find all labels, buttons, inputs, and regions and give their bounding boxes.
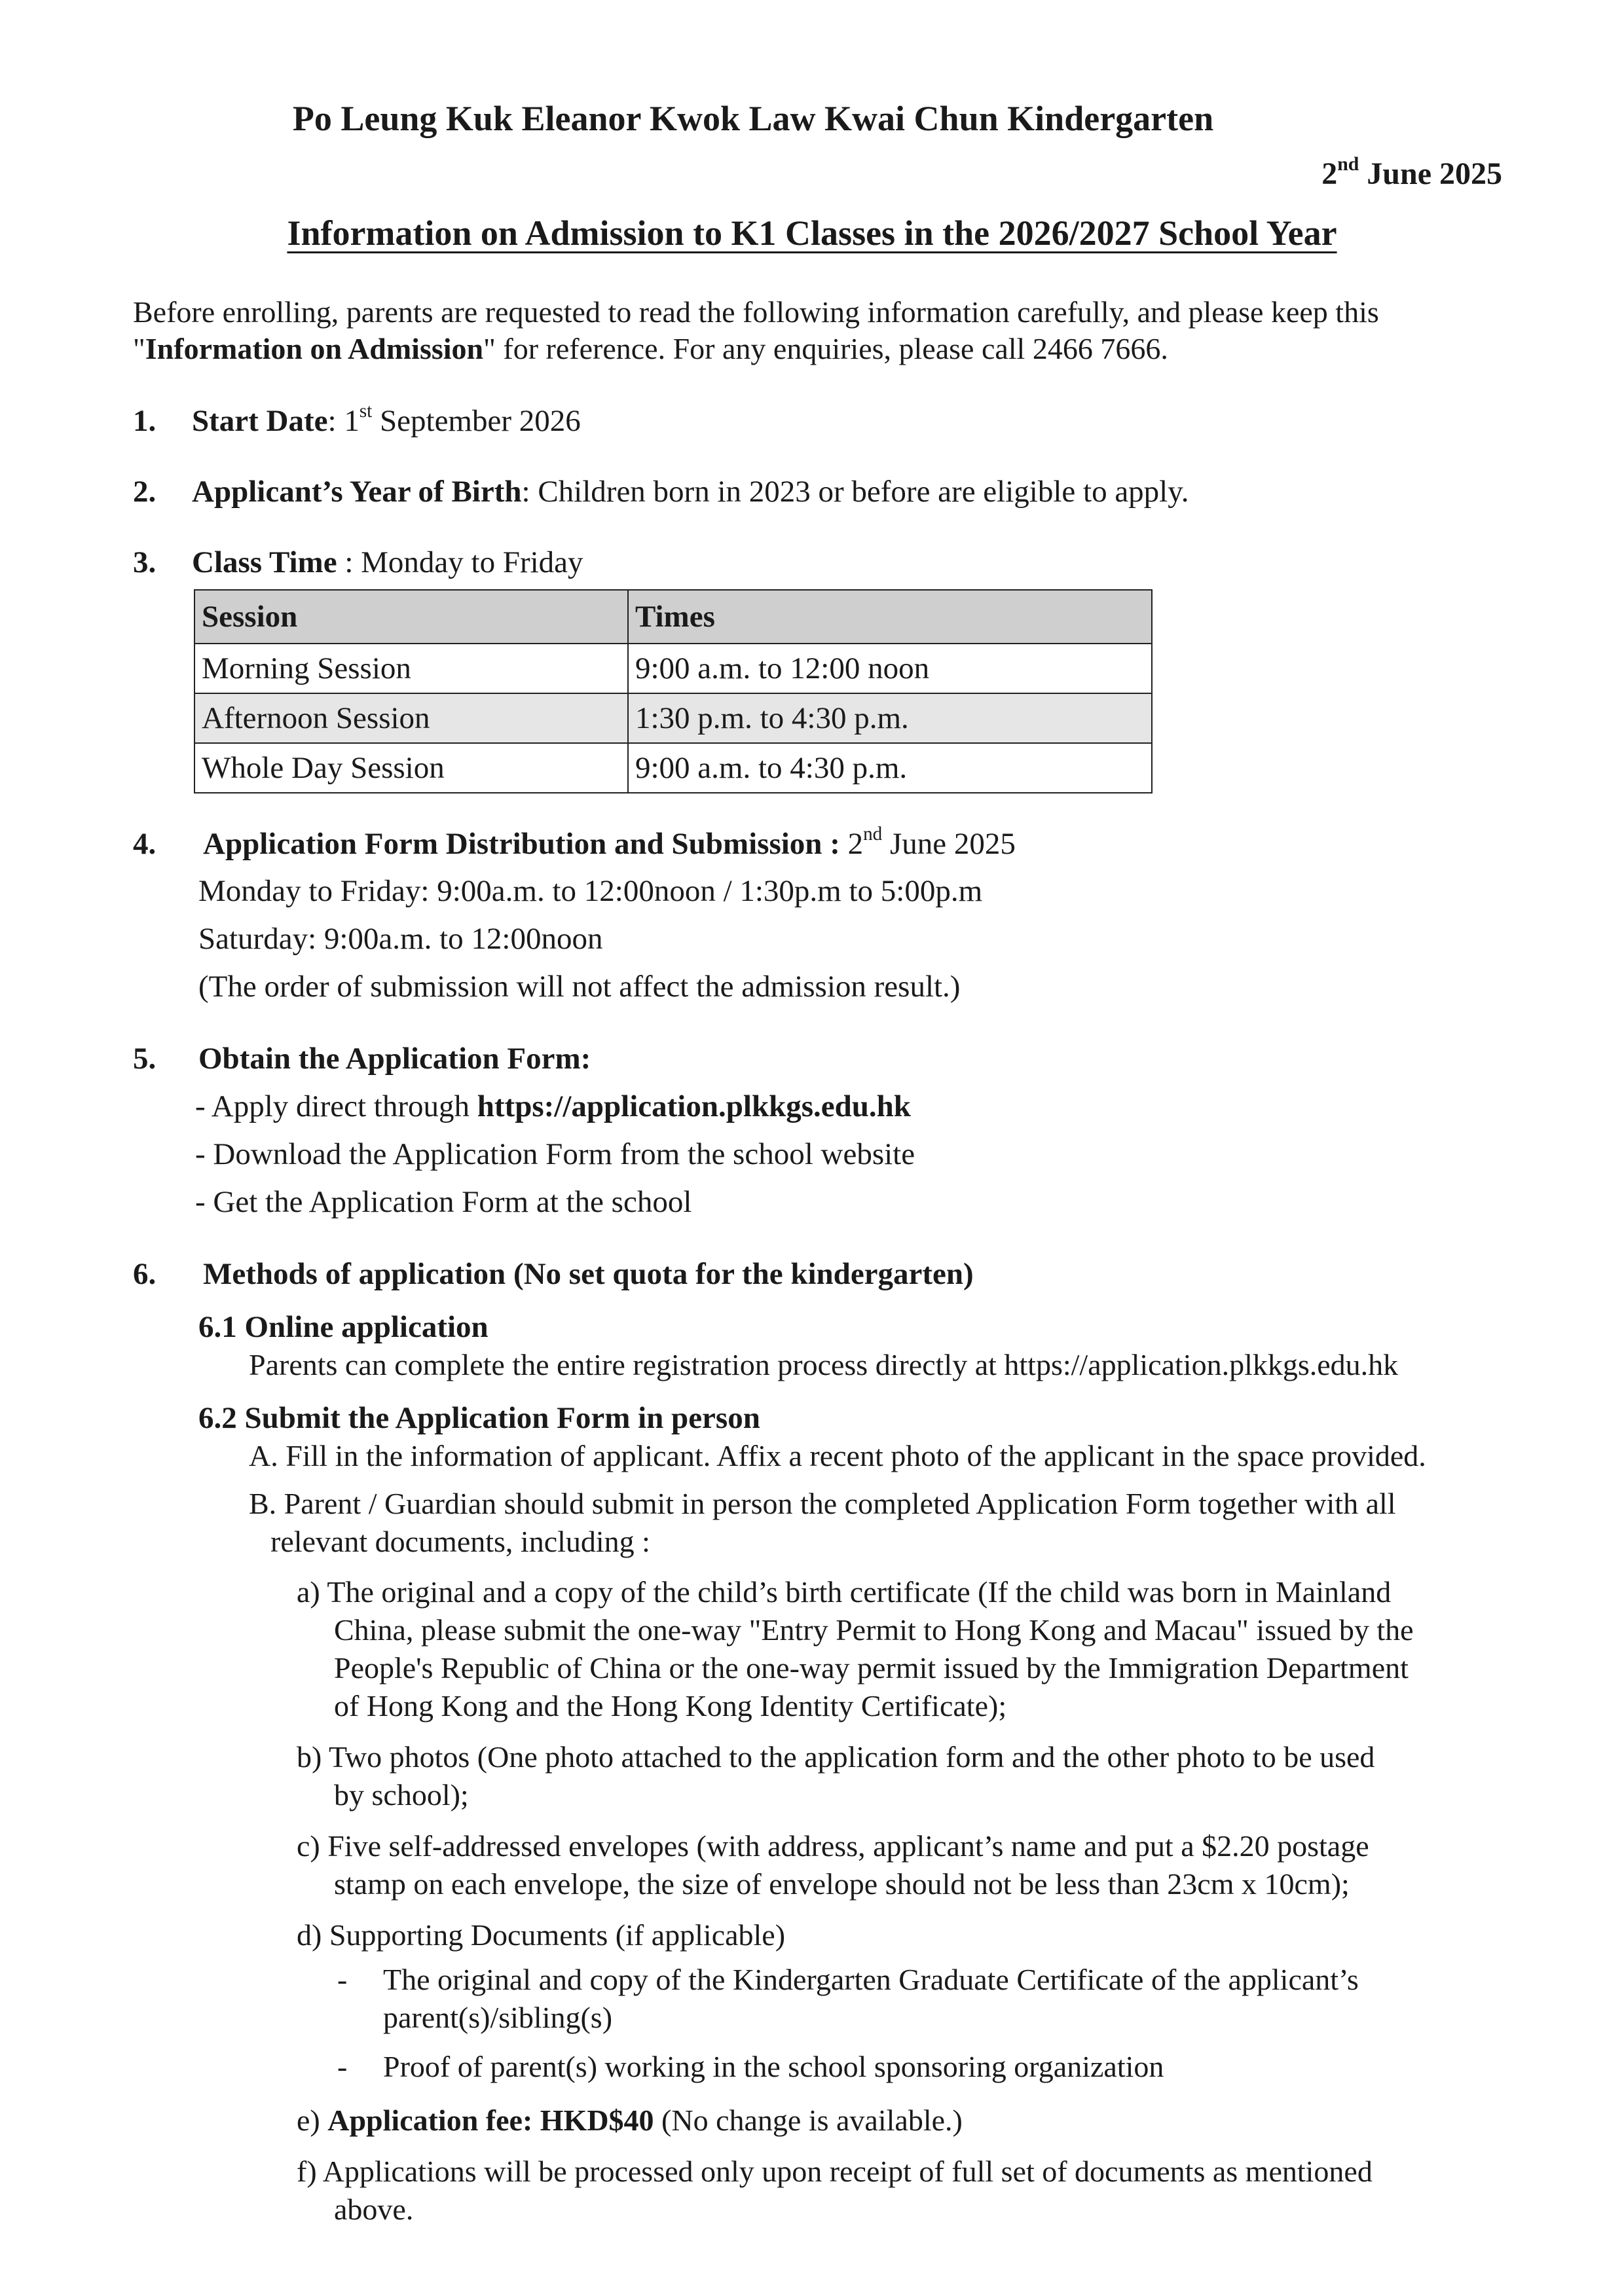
doc-c-line-1: c) Five self-addressed envelopes (with address, applicant’s name and put a $2.20 postage: [297, 1829, 1369, 1863]
item-2-number: 2.: [133, 475, 157, 509]
item-4-label: Application Form Distribution and Submission :: [203, 827, 848, 861]
item-1-start-date: [192, 400, 581, 439]
item-4-rest: June 2025: [882, 827, 1016, 861]
item-5-get-at-school: - Get the Application Form at the school: [195, 1185, 692, 1219]
item-4-day: 2: [847, 827, 864, 861]
item-5-download: - Download the Application Form from the school website: [195, 1137, 915, 1171]
table-row: [194, 644, 1152, 693]
table-header-times: Times: [628, 590, 1152, 644]
quote-open: ": [133, 332, 145, 365]
application-url-link[interactable]: https://application.plkkgs.edu.hk: [477, 1089, 911, 1123]
table-cell-session: Afternoon Session: [194, 693, 628, 743]
item-5-number: 5.: [133, 1042, 157, 1076]
table-cell-session: Whole Day Session: [194, 743, 628, 793]
doc-d-title: d) Supporting Documents (if applicable): [297, 1918, 786, 1952]
doc-a-line-1: a) The original and a copy of the child’s birth certificate (If the child was born in Mainland: [297, 1575, 1392, 1609]
item-1-day: 1: [344, 404, 360, 438]
item-4-suffix: nd: [863, 823, 883, 845]
item-2-label: Applicant’s Year of Birth: [192, 475, 522, 509]
date-day: 2: [1321, 156, 1338, 191]
item-5-apply-direct: [195, 1089, 911, 1124]
item-3-class-time: [192, 545, 583, 580]
item-1-suffix: st: [359, 400, 373, 422]
item-6-number: 6.: [133, 1257, 157, 1291]
intro-line-2-rest: " for reference. For any enquiries, please call 2466 7666.: [483, 332, 1168, 365]
item-1-label: Start Date: [192, 404, 328, 438]
application-fee: Application fee: HKD$40: [327, 2104, 654, 2137]
intro-line-1: Before enrolling, parents are requested to read the following information carefully, and please keep this: [133, 295, 1379, 329]
item-4-distribution: [203, 823, 1016, 862]
item-1-number: 1.: [133, 404, 157, 438]
table-header-row: [194, 590, 1152, 644]
doc-a-line-4: of Hong Kong and the Hong Kong Identity Certificate);: [334, 1689, 1007, 1722]
item-1-sep: :: [327, 404, 344, 438]
doc-c-line-2: stamp on each envelope, the size of envelope should not be less than 23cm x 10cm);: [334, 1867, 1350, 1901]
doc-b-line-2: by school);: [334, 1778, 469, 1812]
table-cell-times: 9:00 a.m. to 12:00 noon: [628, 644, 1152, 693]
school-name: Po Leung Kuk Eleanor Kwok Law Kwai Chun Kindergarten: [292, 99, 1214, 138]
item-6-label: Methods of application (No set quota for the kindergarten): [203, 1257, 974, 1291]
item-4-weekday-hours: Monday to Friday: 9:00a.m. to 12:00noon / 1:30p.m to 5:00p.m: [198, 874, 983, 908]
doc-d-bullet-2-dash: -: [337, 2050, 348, 2083]
table-row: [194, 693, 1152, 743]
doc-f-line-1: f) Applications will be processed only upon receipt of full set of documents as mentioned: [297, 2155, 1373, 2188]
doc-f-line-2: above.: [334, 2193, 414, 2226]
item-5-label: Obtain the Application Form:: [198, 1042, 591, 1076]
doc-b-line-1: b) Two photos (One photo attached to the application form and the other photo to be used: [297, 1740, 1375, 1774]
doc-d-bullet-1-dash: -: [337, 1963, 348, 1996]
page-title: Information on Admission to K1 Classes in the 2026/2027 School Year: [287, 213, 1337, 253]
item-4-number: 4.: [133, 827, 157, 861]
doc-d-bullet-2: Proof of parent(s) working in the school sponsoring organization: [383, 2050, 1164, 2083]
item-1-rest: September 2026: [372, 404, 581, 438]
item-3-number: 3.: [133, 545, 157, 579]
table-cell-times: 1:30 p.m. to 4:30 p.m.: [628, 693, 1152, 743]
table-header-session: Session: [194, 590, 628, 644]
item-2-text: : Children born in 2023 or before are eligible to apply.: [521, 475, 1189, 509]
item-4-note: (The order of submission will not affect the admission result.): [198, 970, 961, 1004]
table-row: [194, 743, 1152, 793]
date-month-year: June 2025: [1359, 156, 1502, 191]
doc-a-line-2: China, please submit the one-way "Entry Permit to Hong Kong and Macau" issued by the: [334, 1613, 1414, 1647]
item-4-saturday-hours: Saturday: 9:00a.m. to 12:00noon: [198, 922, 603, 956]
doc-e: [297, 2103, 963, 2138]
item-3-text: : Monday to Friday: [337, 545, 583, 579]
section-6-2-item-a: A. Fill in the information of applicant. Affix a recent photo of the applicant in the space provided.: [249, 1439, 1426, 1472]
section-6-2-item-b-line-2: relevant documents, including :: [270, 1525, 650, 1558]
item-2-year-of-birth: [192, 474, 1189, 509]
doc-e-rest: (No change is available.): [654, 2104, 963, 2137]
doc-d-bullet-1-line-2: parent(s)/sibling(s): [383, 2001, 613, 2034]
intro-bold-term: Information on Admission: [145, 332, 484, 365]
class-time-table: [194, 589, 1153, 793]
document-date: [1321, 153, 1502, 192]
section-6-1-title: 6.1 Online application: [198, 1310, 489, 1344]
date-suffix: nd: [1337, 153, 1359, 175]
section-6-2-item-b-line-1: B. Parent / Guardian should submit in person the completed Application Form together with all: [249, 1487, 1396, 1520]
section-6-2-title: 6.2 Submit the Application Form in person: [198, 1401, 760, 1435]
intro-line-2: [133, 331, 1168, 366]
item-3-label: Class Time: [192, 545, 337, 579]
table-cell-session: Morning Session: [194, 644, 628, 693]
section-6-1-text: Parents can complete the entire registration process directly at https://application.plkkgs.edu.hk: [249, 1348, 1399, 1381]
table-cell-times: 9:00 a.m. to 4:30 p.m.: [628, 743, 1152, 793]
doc-e-prefix: e): [297, 2104, 328, 2137]
doc-d-bullet-1-line-1: The original and copy of the Kindergarten Graduate Certificate of the applicant’s: [383, 1963, 1359, 1996]
doc-a-line-3: People's Republic of China or the one-way permit issued by the Immigration Department: [334, 1651, 1409, 1685]
item-5-apply-text: - Apply direct through: [195, 1089, 477, 1123]
